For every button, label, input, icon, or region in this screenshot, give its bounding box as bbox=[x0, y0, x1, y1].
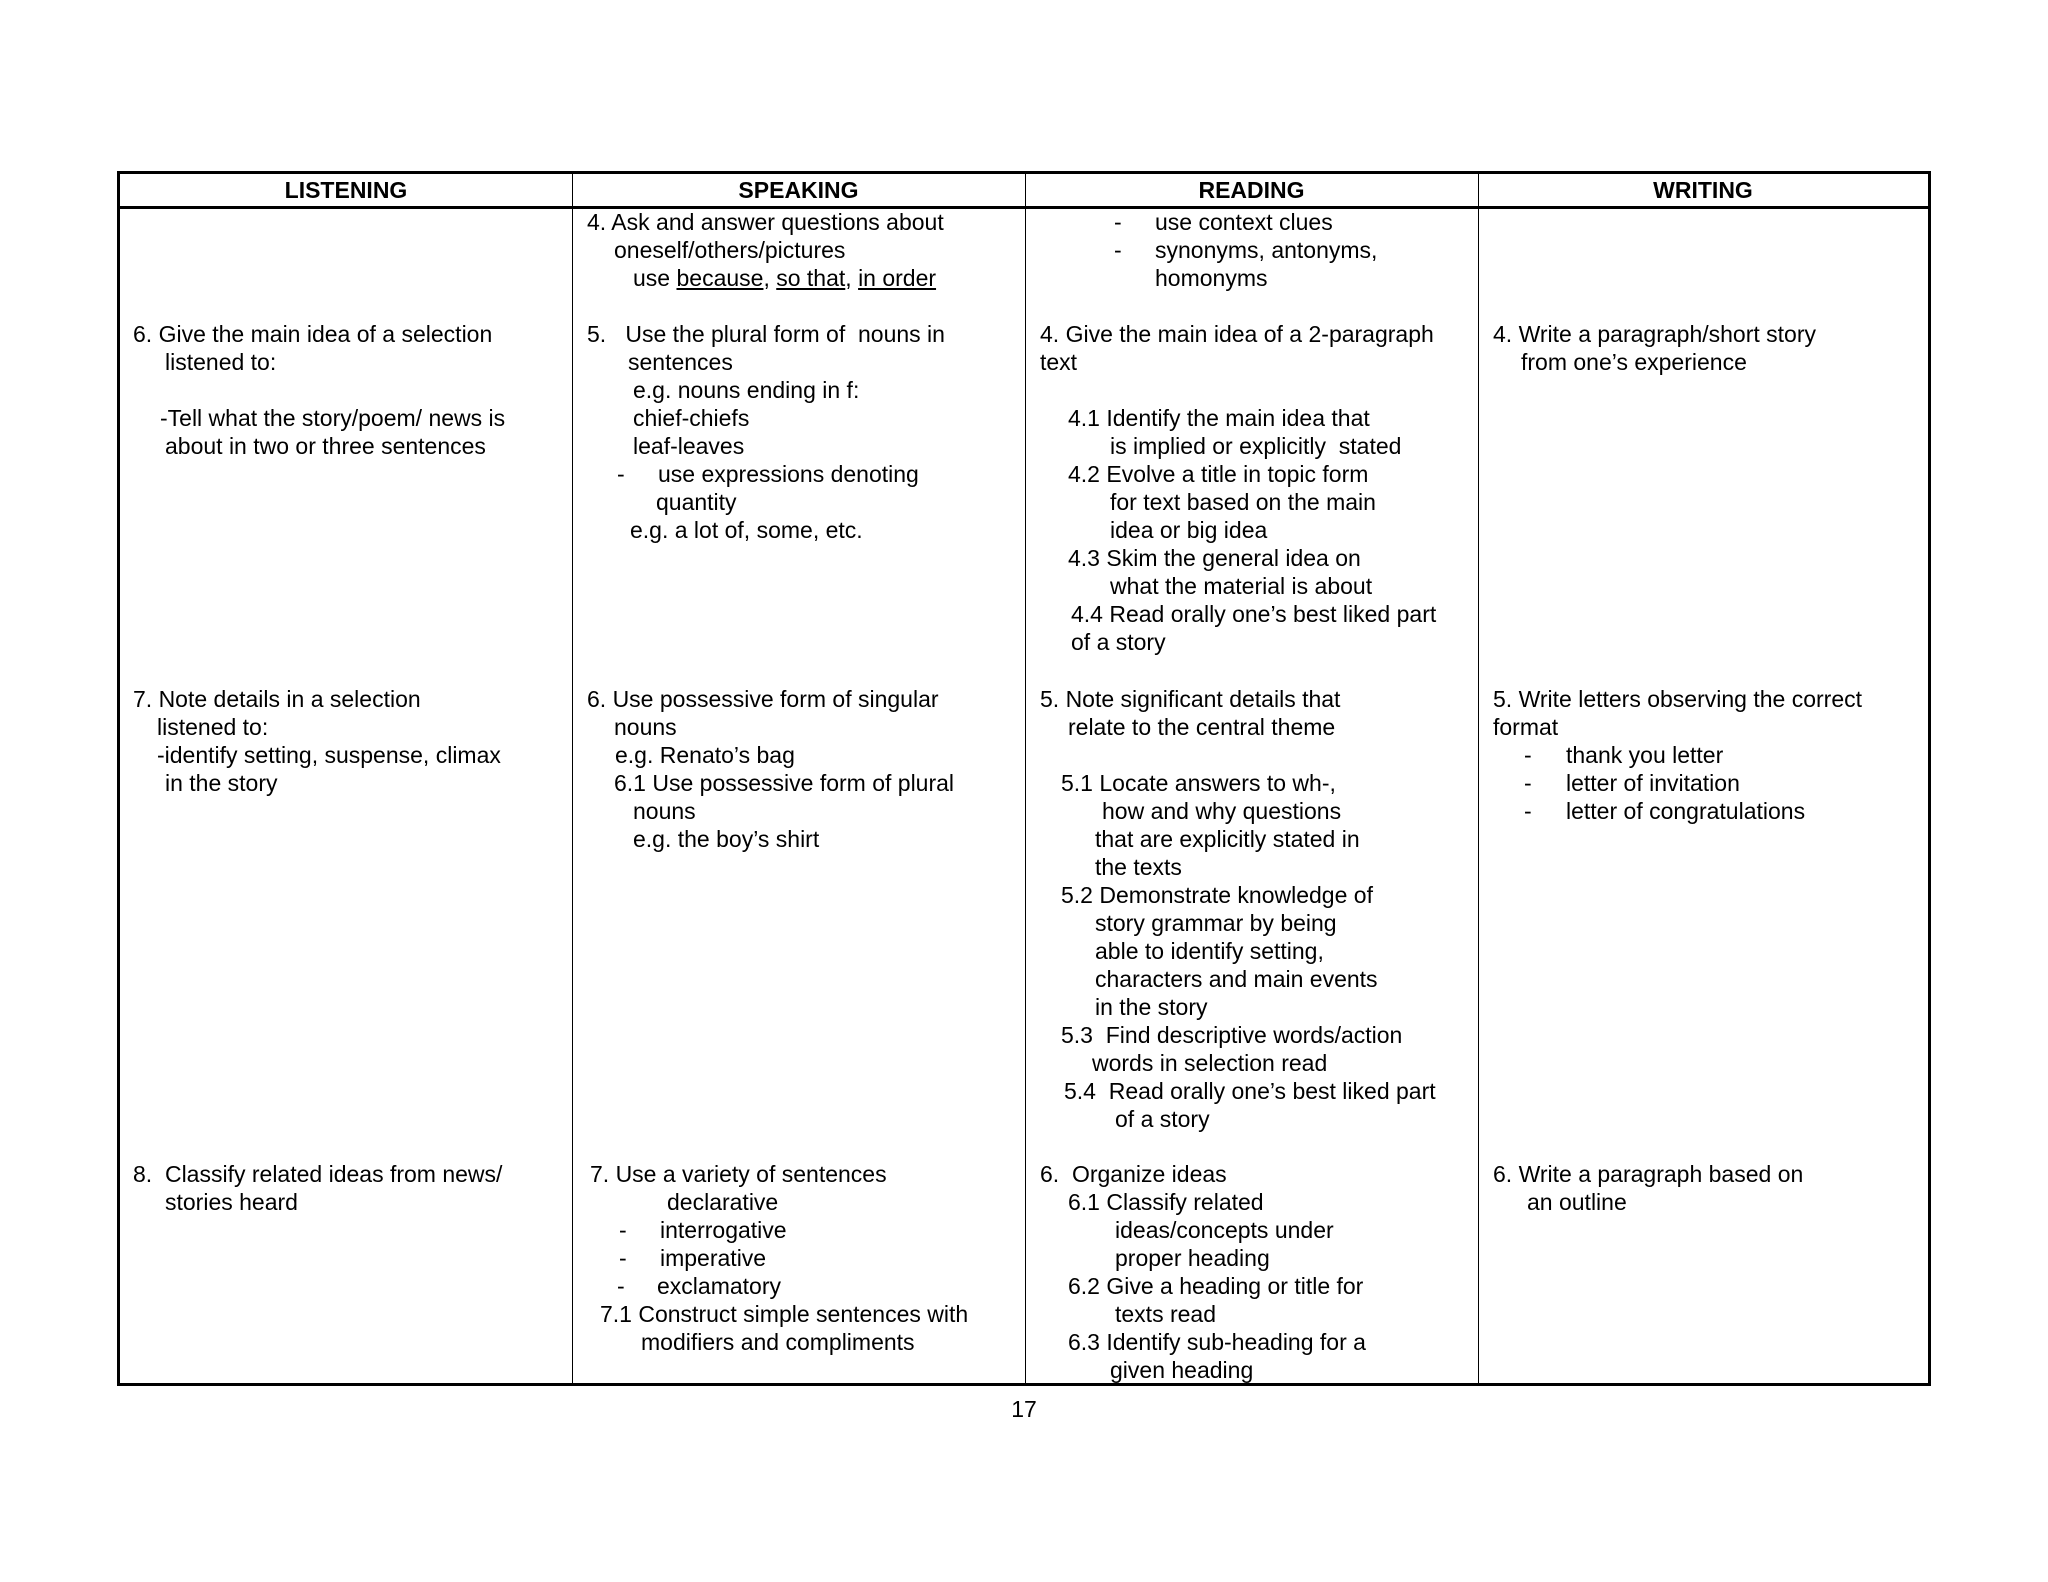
bullet-dash: - bbox=[1524, 770, 1532, 796]
listening-line: listened to: bbox=[165, 349, 277, 375]
writing-line: 6. Write a paragraph based on bbox=[1493, 1161, 1804, 1187]
speaking-line: e.g. the boy’s shirt bbox=[633, 826, 820, 852]
speaking-line: 6.1 Use possessive form of plural bbox=[614, 770, 955, 796]
listening-line: about in two or three sentences bbox=[165, 433, 486, 459]
writing-line: letter of congratulations bbox=[1566, 798, 1806, 824]
writing-line: 4. Write a paragraph/short story bbox=[1493, 321, 1816, 347]
reading-line: 4.1 Identify the main idea that bbox=[1068, 405, 1370, 431]
reading-line: synonyms, antonyms, bbox=[1155, 237, 1378, 263]
reading-line: 5.3 Find descriptive words/action bbox=[1061, 1022, 1403, 1048]
reading-line: use context clues bbox=[1155, 209, 1333, 235]
reading-line: 6.1 Classify related bbox=[1068, 1189, 1264, 1215]
header-rule bbox=[120, 206, 1928, 209]
column-divider bbox=[1478, 174, 1479, 1383]
reading-line: for text based on the main bbox=[1110, 489, 1376, 515]
listening-line: 8. Classify related ideas from news/ bbox=[133, 1161, 503, 1187]
underlined-connective: so that bbox=[776, 265, 846, 291]
speaking-line: imperative bbox=[660, 1245, 767, 1271]
writing-line: format bbox=[1493, 714, 1559, 740]
reading-line: in the story bbox=[1095, 994, 1208, 1020]
reading-line: 4. Give the main idea of a 2-paragraph bbox=[1040, 321, 1434, 347]
reading-line: homonyms bbox=[1155, 265, 1268, 291]
reading-line: idea or big idea bbox=[1110, 517, 1268, 543]
bullet-dash: - bbox=[619, 1245, 627, 1271]
reading-line: 4.3 Skim the general idea on bbox=[1068, 545, 1361, 571]
header-listening: LISTENING bbox=[284, 177, 408, 203]
listening-line: -identify setting, suspense, climax bbox=[157, 742, 501, 768]
reading-line: story grammar by being bbox=[1095, 910, 1337, 936]
column-divider bbox=[1025, 174, 1026, 1383]
speaking-line: e.g. a lot of, some, etc. bbox=[630, 517, 863, 543]
bullet-dash: - bbox=[617, 1273, 625, 1299]
speaking-line: sentences bbox=[628, 349, 733, 375]
header-writing: WRITING bbox=[1653, 177, 1753, 203]
bullet-dash: - bbox=[1114, 209, 1122, 235]
reading-line: 5.4 Read orally one’s best liked part bbox=[1064, 1078, 1436, 1104]
bullet-dash: - bbox=[1524, 742, 1532, 768]
speaking-line: 7.1 Construct simple sentences with bbox=[600, 1301, 969, 1327]
reading-line: what the material is about bbox=[1110, 573, 1373, 599]
reading-line: text bbox=[1040, 349, 1078, 375]
speaking-line: e.g. nouns ending in f: bbox=[633, 377, 860, 403]
speaking-line: declarative bbox=[667, 1189, 779, 1215]
reading-line: the texts bbox=[1095, 854, 1182, 880]
listening-line: 7. Note details in a selection bbox=[133, 686, 421, 712]
reading-line: proper heading bbox=[1115, 1245, 1270, 1271]
reading-line: ideas/concepts under bbox=[1115, 1217, 1334, 1243]
reading-line: texts read bbox=[1115, 1301, 1216, 1327]
speaking-line: quantity bbox=[656, 489, 737, 515]
speaking-line: 6. Use possessive form of singular bbox=[587, 686, 939, 712]
reading-line: 4.4 Read orally one’s best liked part bbox=[1071, 601, 1437, 627]
bullet-dash: - bbox=[1114, 237, 1122, 263]
writing-line: letter of invitation bbox=[1566, 770, 1740, 796]
page-number: 17 bbox=[1011, 1396, 1037, 1422]
reading-line: 6.3 Identify sub-heading for a bbox=[1068, 1329, 1366, 1355]
reading-line: 5.2 Demonstrate knowledge of bbox=[1061, 882, 1373, 908]
listening-line: listened to: bbox=[157, 714, 269, 740]
reading-line: characters and main events bbox=[1095, 966, 1378, 992]
reading-line: 6. Organize ideas bbox=[1040, 1161, 1227, 1187]
reading-line: relate to the central theme bbox=[1068, 714, 1336, 740]
speaking-line: nouns bbox=[614, 714, 677, 740]
reading-line: how and why questions bbox=[1102, 798, 1342, 824]
listening-line: -Tell what the story/poem/ news is bbox=[160, 405, 506, 431]
reading-line: is implied or explicitly stated bbox=[1110, 433, 1402, 459]
writing-line: thank you letter bbox=[1566, 742, 1724, 768]
underlined-connective: because bbox=[676, 265, 764, 291]
speaking-line: oneself/others/pictures bbox=[614, 237, 846, 263]
column-divider bbox=[572, 174, 573, 1383]
bullet-dash: - bbox=[619, 1217, 627, 1243]
reading-line: 6.2 Give a heading or title for bbox=[1068, 1273, 1364, 1299]
speaking-line: 5. Use the plural form of nouns in bbox=[587, 321, 945, 347]
writing-line: 5. Write letters observing the correct bbox=[1493, 686, 1862, 712]
writing-line: an outline bbox=[1527, 1189, 1627, 1215]
reading-line: 5.1 Locate answers to wh-, bbox=[1061, 770, 1336, 796]
underlined-connective: in order bbox=[858, 265, 937, 291]
reading-line: of a story bbox=[1071, 629, 1166, 655]
speaking-line: 7. Use a variety of sentences bbox=[590, 1161, 887, 1187]
speaking-line: 4. Ask and answer questions about bbox=[587, 209, 944, 235]
reading-line: 4.2 Evolve a title in topic form bbox=[1068, 461, 1369, 487]
reading-line: of a story bbox=[1115, 1106, 1210, 1132]
bullet-dash: - bbox=[1524, 798, 1532, 824]
speaking-line: exclamatory bbox=[657, 1273, 781, 1299]
reading-line: words in selection read bbox=[1092, 1050, 1328, 1076]
header-speaking: SPEAKING bbox=[738, 177, 859, 203]
speaking-line: chief-chiefs bbox=[633, 405, 750, 431]
listening-line: 6. Give the main idea of a selection bbox=[133, 321, 493, 347]
speaking-line: e.g. Renato’s bag bbox=[615, 742, 795, 768]
speaking-line: interrogative bbox=[660, 1217, 787, 1243]
reading-line: 5. Note significant details that bbox=[1040, 686, 1341, 712]
curriculum-table bbox=[117, 171, 1931, 1386]
writing-line: from one’s experience bbox=[1521, 349, 1747, 375]
reading-line: given heading bbox=[1110, 1357, 1254, 1383]
reading-line: able to identify setting, bbox=[1095, 938, 1324, 964]
speaking-line: nouns bbox=[633, 798, 696, 824]
header-reading: READING bbox=[1198, 177, 1305, 203]
bullet-dash: - bbox=[617, 461, 625, 487]
speaking-line: modifiers and compliments bbox=[641, 1329, 915, 1355]
listening-line: in the story bbox=[165, 770, 278, 796]
speaking-line-connectives: use because, so that, in order bbox=[633, 265, 937, 291]
listening-line: stories heard bbox=[165, 1189, 298, 1215]
speaking-line: use expressions denoting bbox=[658, 461, 919, 487]
speaking-line: leaf-leaves bbox=[633, 433, 745, 459]
reading-line: that are explicitly stated in bbox=[1095, 826, 1360, 852]
